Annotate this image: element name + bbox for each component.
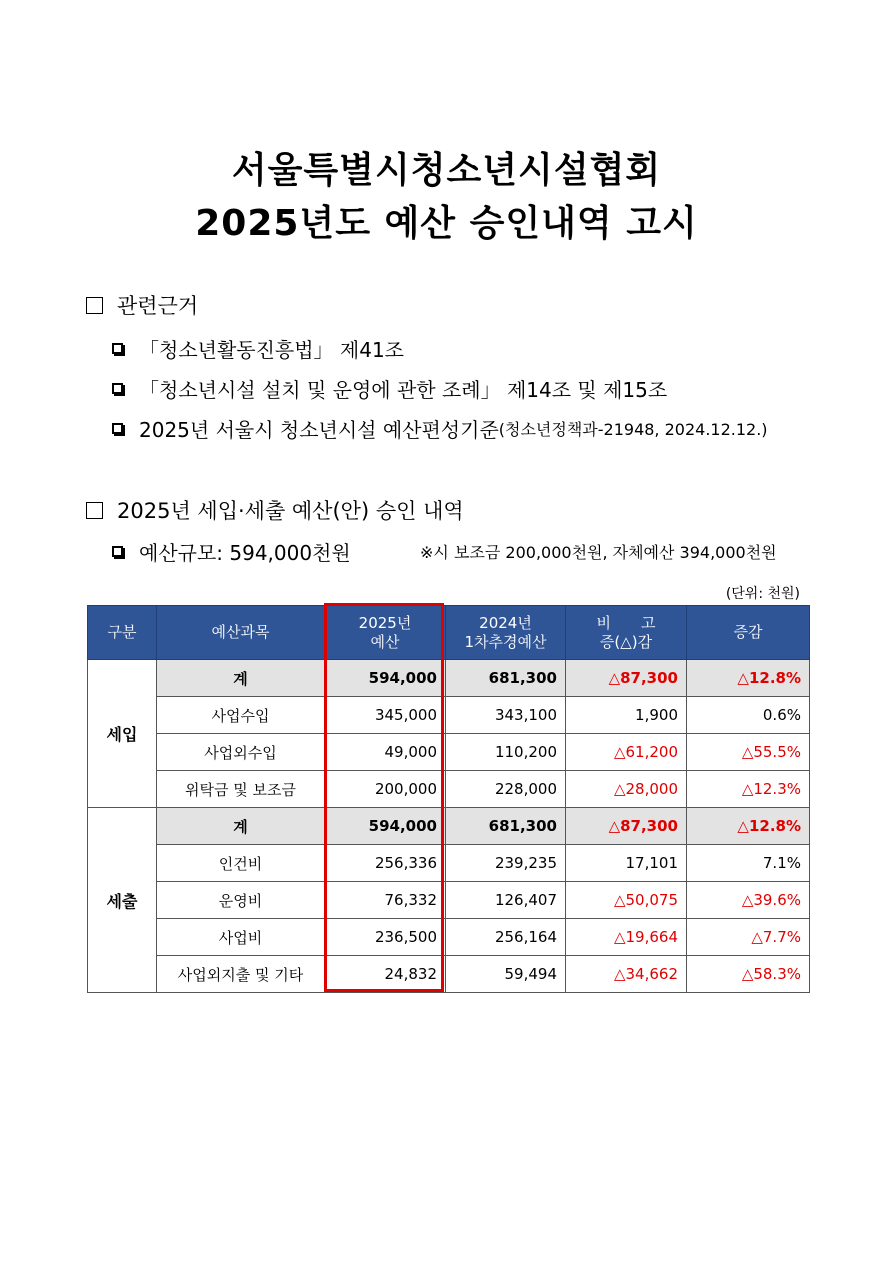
cell-2024: 343,100 xyxy=(446,697,566,734)
cell-diff: △19,664 xyxy=(566,919,687,956)
square-outline-icon xyxy=(86,502,103,519)
group-expense: 세출 xyxy=(88,808,157,993)
table-row xyxy=(88,882,810,919)
cell-2025: 200,000 xyxy=(325,771,446,808)
row-name: 인건비 xyxy=(157,845,325,882)
cell-2025: 345,000 xyxy=(325,697,446,734)
budget-scale-note: ※시 보조금 200,000천원, 자체예산 394,000천원 xyxy=(420,543,777,562)
cell-rate: △39.6% xyxy=(687,882,810,919)
legal-item xyxy=(112,374,667,403)
square-bullet-icon xyxy=(112,546,123,557)
cell-diff: 1,900 xyxy=(566,697,687,734)
table-row xyxy=(88,660,810,697)
cell-2025: 594,000 xyxy=(325,660,446,697)
cell-2024: 126,407 xyxy=(446,882,566,919)
cell-diff: △87,300 xyxy=(566,808,687,845)
square-bullet-icon xyxy=(112,423,123,434)
cell-2025: 76,332 xyxy=(325,882,446,919)
table-header-row xyxy=(88,606,810,660)
title-line-1: 서울특별시청소년시설협회 xyxy=(231,150,662,191)
cell-diff: △61,200 xyxy=(566,734,687,771)
square-bullet-icon xyxy=(112,383,123,394)
table-row xyxy=(88,919,810,956)
header-remarks: 비 고 증(△)감 xyxy=(566,606,687,660)
cell-diff: △50,075 xyxy=(566,882,687,919)
legal-item-reference: (청소년정책과-21948, 2024.12.12.) xyxy=(498,420,768,439)
cell-2025: 594,000 xyxy=(325,808,446,845)
cell-rate: △55.5% xyxy=(687,734,810,771)
cell-2024: 239,235 xyxy=(446,845,566,882)
table-row xyxy=(88,808,810,845)
cell-rate: △7.7% xyxy=(687,919,810,956)
cell-rate: 0.6% xyxy=(687,697,810,734)
cell-2025: 24,832 xyxy=(325,956,446,993)
cell-diff: △34,662 xyxy=(566,956,687,993)
cell-rate: △58.3% xyxy=(687,956,810,993)
table-row xyxy=(88,697,810,734)
legal-item-text: 「청소년시설 설치 및 운영에 관한 조례」 제14조 및 제15조 xyxy=(139,378,668,402)
cell-rate: △12.8% xyxy=(687,808,810,845)
row-name: 사업비 xyxy=(157,919,325,956)
cell-rate: △12.3% xyxy=(687,771,810,808)
table-row xyxy=(88,771,810,808)
legal-item-text: 2025년 서울시 청소년시설 예산편성기준 xyxy=(139,418,499,442)
table-row xyxy=(88,956,810,993)
budget-table xyxy=(87,605,810,993)
row-name: 계 xyxy=(157,808,325,845)
header-change-rate: 증감 xyxy=(687,606,810,660)
cell-2025: 49,000 xyxy=(325,734,446,771)
section-heading: 관련근거 xyxy=(117,294,199,318)
legal-item-text: 「청소년활동진흥법」 제41조 xyxy=(139,338,405,362)
unit-label: (단위: 천원) xyxy=(725,586,800,602)
section-legal-basis xyxy=(86,290,198,320)
row-name: 운영비 xyxy=(157,882,325,919)
cell-2025: 236,500 xyxy=(325,919,446,956)
header-category: 구분 xyxy=(88,606,157,660)
legal-item xyxy=(112,414,768,443)
row-name: 사업외지출 및 기타 xyxy=(157,956,325,993)
cell-2025: 256,336 xyxy=(325,845,446,882)
header-2025-budget: 2025년 예산 xyxy=(325,606,446,660)
square-outline-icon xyxy=(86,297,103,314)
cell-2024: 681,300 xyxy=(446,808,566,845)
cell-diff: △87,300 xyxy=(566,660,687,697)
square-bullet-icon xyxy=(112,343,123,354)
section-heading: 2025년 세입·세출 예산(안) 승인 내역 xyxy=(117,499,464,523)
cell-2024: 228,000 xyxy=(446,771,566,808)
row-name: 위탁금 및 보조금 xyxy=(157,771,325,808)
cell-2024: 110,200 xyxy=(446,734,566,771)
header-budget-item: 예산과목 xyxy=(157,606,325,660)
cell-rate: 7.1% xyxy=(687,845,810,882)
table-row xyxy=(88,845,810,882)
header-2024-budget: 2024년 1차추경예산 xyxy=(446,606,566,660)
cell-2024: 681,300 xyxy=(446,660,566,697)
title-line-2: 2025년도 예산 승인내역 고시 xyxy=(195,203,698,244)
row-name: 계 xyxy=(157,660,325,697)
cell-2024: 59,494 xyxy=(446,956,566,993)
cell-rate: △12.8% xyxy=(687,660,810,697)
cell-2024: 256,164 xyxy=(446,919,566,956)
budget-scale-label: 예산규모: 594,000천원 xyxy=(139,541,351,565)
section-budget-approval xyxy=(86,495,464,525)
row-name: 사업수입 xyxy=(157,697,325,734)
cell-diff: △28,000 xyxy=(566,771,687,808)
row-name: 사업외수입 xyxy=(157,734,325,771)
table-row xyxy=(88,734,810,771)
legal-item xyxy=(112,334,404,363)
group-income: 세입 xyxy=(88,660,157,808)
cell-diff: 17,101 xyxy=(566,845,687,882)
budget-scale xyxy=(112,537,351,566)
